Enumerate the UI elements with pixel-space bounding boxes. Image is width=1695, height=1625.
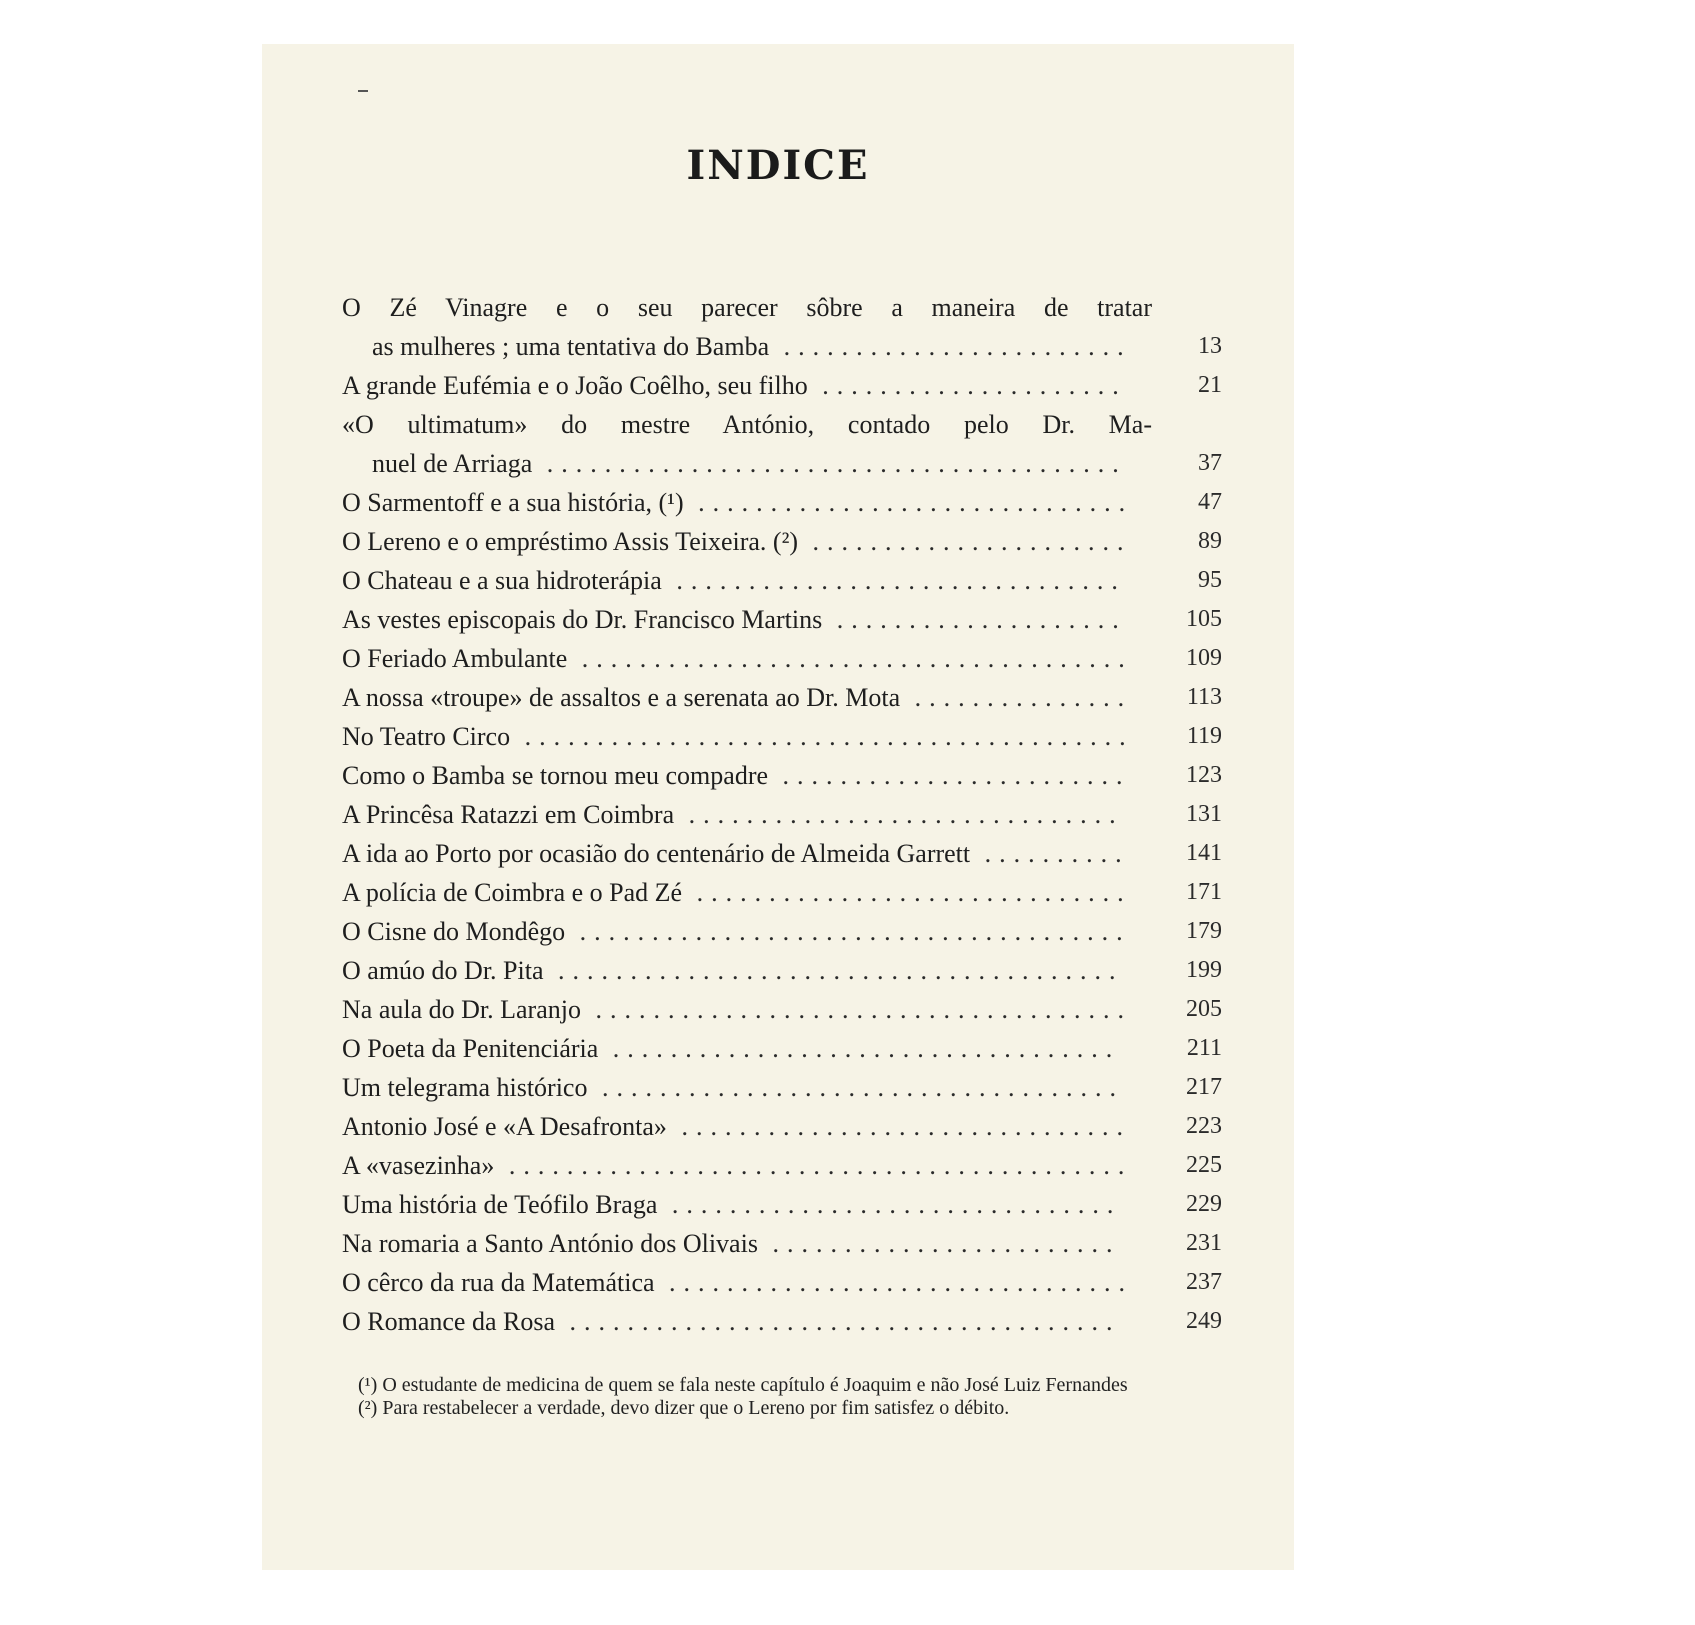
toc-entry-line: O Chateau e a sua hidroterápia	[342, 566, 662, 595]
leader-dots: ........................	[769, 332, 1132, 361]
toc-page-number: 205	[1186, 996, 1222, 1022]
toc-page-number: 217	[1186, 1074, 1222, 1100]
toc-entry-title	[342, 1107, 1152, 1146]
toc-entry-line: Na romaria a Santo António dos Olivais	[342, 1229, 758, 1258]
page-mark	[358, 90, 368, 92]
toc-entry-title	[342, 483, 1152, 522]
toc-entry-line: O Poeta da Penitenciária	[342, 1034, 599, 1063]
toc-entry-title	[342, 561, 1152, 600]
book-page	[262, 44, 1294, 1570]
toc-page-number: 229	[1186, 1191, 1222, 1217]
toc-entry-line: O Feriado Ambulante	[342, 644, 568, 673]
leader-dots: ........................	[757, 1229, 1121, 1258]
toc-entry	[342, 990, 1222, 1029]
leader-dots: ................................	[654, 1268, 1134, 1297]
toc-page-number: 225	[1186, 1152, 1222, 1178]
leader-dots: ..............................	[683, 488, 1134, 517]
toc-entry-line: Antonio José e «A Desafronta»	[342, 1112, 667, 1141]
leader-dots: ......................	[798, 527, 1132, 556]
toc-entry-title	[342, 951, 1152, 990]
leader-dots: ...............................	[657, 1190, 1122, 1219]
leader-dots: .....................................	[580, 995, 1132, 1024]
leader-dots: ........................	[768, 761, 1131, 790]
leader-dots: ...............................	[661, 566, 1126, 595]
table-of-contents	[342, 288, 1222, 1341]
toc-entry	[342, 717, 1222, 756]
toc-page-number: 109	[1186, 645, 1222, 671]
toc-entry-line: O Cisne do Mondêgo	[342, 917, 566, 946]
toc-entry	[342, 834, 1222, 873]
toc-page-number: 199	[1186, 957, 1222, 983]
toc-entry-title	[342, 1146, 1152, 1185]
toc-entry	[342, 756, 1222, 795]
toc-entry-line: A grande Eufémia e o João Coêlho, seu filho	[342, 371, 808, 400]
toc-entry-line: A nossa «troupe» de assaltos e a serenata ao Dr. Mota	[342, 683, 901, 712]
toc-entry-line: O cêrco da rua da Matemática	[342, 1268, 655, 1297]
leader-dots: .......................................	[543, 956, 1124, 985]
toc-entry-title	[342, 366, 1152, 405]
leader-dots: ...................................	[598, 1034, 1121, 1063]
toc-entry-title	[342, 756, 1152, 795]
leader-dots: ....................................	[587, 1073, 1124, 1102]
leader-dots: .....................	[807, 371, 1127, 400]
toc-page-number: 237	[1186, 1269, 1222, 1295]
toc-entry-line-text: nuel de Arriaga	[372, 449, 533, 478]
toc-entry	[342, 1302, 1222, 1341]
leader-dots: ..............................	[674, 800, 1124, 829]
toc-page-number: 249	[1186, 1308, 1222, 1334]
toc-page-number: 47	[1198, 489, 1222, 515]
toc-entry-line: A ida ao Porto por ocasião do centenário de Almeida Garrett	[342, 839, 971, 868]
toc-page-number: 223	[1186, 1113, 1222, 1139]
toc-entry-title	[342, 522, 1152, 561]
leader-dots: ..........	[970, 839, 1130, 868]
toc-entry-title	[342, 600, 1152, 639]
toc-entry	[342, 561, 1222, 600]
toc-entry-title	[342, 1029, 1152, 1068]
toc-entry-line: A polícia de Coimbra e o Pad Zé	[342, 878, 683, 907]
leader-dots: ....................	[822, 605, 1127, 634]
toc-entry-line: As vestes episcopais do Dr. Francisco Martins	[342, 605, 823, 634]
toc-entry-line	[342, 444, 1152, 483]
leader-dots: ..............................	[682, 878, 1132, 907]
toc-page-number: 131	[1186, 801, 1222, 827]
toc-entry	[342, 522, 1222, 561]
toc-entry-title	[342, 990, 1152, 1029]
toc-page-number: 171	[1186, 879, 1222, 905]
toc-entry	[342, 1185, 1222, 1224]
leader-dots: ......................................	[555, 1307, 1121, 1336]
toc-entry-title	[342, 288, 1152, 366]
leader-dots: ...............	[900, 683, 1133, 712]
toc-page-number: 231	[1186, 1230, 1222, 1256]
footnote: (²) Para restabelecer a verdade, devo dizer que o Lereno por fim satisfez o débito.	[358, 1397, 1010, 1419]
toc-page-number: 123	[1186, 762, 1222, 788]
toc-page-number: 179	[1186, 918, 1222, 944]
toc-entry	[342, 288, 1222, 366]
toc-entry	[342, 873, 1222, 912]
toc-entry	[342, 1107, 1222, 1146]
toc-entry	[342, 405, 1222, 483]
toc-page-number: 211	[1186, 1035, 1222, 1061]
leader-dots: ...........................................	[494, 1151, 1133, 1180]
toc-entry-title	[342, 1263, 1152, 1302]
toc-entry	[342, 912, 1222, 951]
toc-entry-line: Como o Bamba se tornou meu compadre	[342, 761, 769, 790]
page-title: INDICE	[686, 142, 870, 189]
toc-entry	[342, 366, 1222, 405]
toc-entry-line: No Teatro Circo	[342, 722, 511, 751]
toc-page-number: 141	[1186, 840, 1222, 866]
toc-entry-line: A Princêsa Ratazzi em Coimbra	[342, 800, 675, 829]
toc-entry	[342, 1263, 1222, 1302]
footnote: (¹) O estudante de medicina de quem se fala neste capítulo é Joaquim e não José Luiz Fernandes	[358, 1374, 1128, 1396]
toc-entry-line: Um telegrama histórico	[342, 1073, 588, 1102]
toc-page-number: 119	[1186, 723, 1222, 749]
toc-entry	[342, 1029, 1222, 1068]
toc-entry-line	[342, 327, 1152, 366]
toc-entry-title	[342, 912, 1152, 951]
toc-page-number: 13	[1198, 333, 1222, 359]
toc-entry-line: Na aula do Dr. Laranjo	[342, 995, 581, 1024]
toc-entry-title	[342, 795, 1152, 834]
toc-entry-title	[342, 678, 1152, 717]
leader-dots: ........................................	[532, 449, 1127, 478]
toc-entry-title	[342, 1224, 1152, 1263]
toc-entry	[342, 1146, 1222, 1185]
toc-entry-line: O Romance da Rosa	[342, 1307, 556, 1336]
toc-entry-title	[342, 639, 1152, 678]
toc-page-number: 95	[1198, 567, 1222, 593]
leader-dots: ..........................................	[510, 722, 1134, 751]
leader-dots: ...............................	[666, 1112, 1131, 1141]
toc-entry	[342, 600, 1222, 639]
toc-entry-title	[342, 717, 1152, 756]
toc-page-number: 89	[1198, 528, 1222, 554]
toc-entry	[342, 1224, 1222, 1263]
toc-entry-line-text: as mulheres ; uma tentativa do Bamba	[372, 332, 770, 361]
toc-page-number: 37	[1198, 450, 1222, 476]
toc-entry-line: O Zé Vinagre e o seu parecer sôbre a maneira de tratar	[342, 293, 1152, 322]
toc-entry-line: O amúo do Dr. Pita	[342, 956, 544, 985]
toc-entry-title	[342, 1185, 1152, 1224]
toc-entry	[342, 639, 1222, 678]
toc-entry	[342, 483, 1222, 522]
toc-entry-title	[342, 834, 1152, 873]
toc-entry	[342, 795, 1222, 834]
toc-page-number: 113	[1186, 684, 1222, 710]
toc-entry-line: O Sarmentoff e a sua história, (¹)	[342, 488, 684, 517]
toc-entry-line: A «vasezinha»	[342, 1151, 495, 1180]
toc-entry-title	[342, 1302, 1152, 1341]
toc-entry-line: «O ultimatum» do mestre António, contado pelo Dr. Ma-	[342, 410, 1152, 439]
toc-entry	[342, 951, 1222, 990]
toc-entry-line: Uma história de Teófilo Braga	[342, 1190, 658, 1219]
leader-dots: ......................................	[565, 917, 1131, 946]
toc-entry-title	[342, 873, 1152, 912]
toc-entry-line: O Lereno e o empréstimo Assis Teixeira. (²)	[342, 527, 799, 556]
toc-entry	[342, 1068, 1222, 1107]
leader-dots: ......................................	[567, 644, 1133, 673]
toc-entry	[342, 678, 1222, 717]
footnotes	[336, 1374, 1204, 1420]
toc-page-number: 21	[1198, 372, 1222, 398]
toc-entry-title	[342, 405, 1152, 483]
toc-page-number: 105	[1186, 606, 1222, 632]
toc-entry-title	[342, 1068, 1152, 1107]
